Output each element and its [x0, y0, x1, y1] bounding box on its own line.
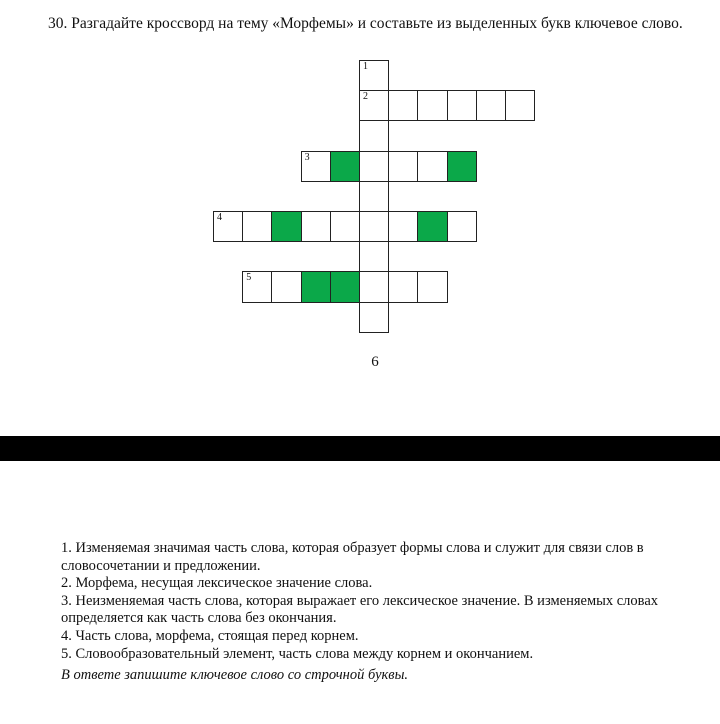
crossword-cell[interactable]: [359, 241, 389, 272]
crossword-cell[interactable]: [359, 151, 389, 182]
crossword-cell[interactable]: [242, 211, 272, 242]
cell-number: 4: [217, 212, 222, 223]
cell-number: 2: [363, 91, 368, 103]
crossword-cell[interactable]: [301, 211, 331, 242]
crossword-cell[interactable]: [476, 90, 506, 121]
crossword-cell[interactable]: [417, 151, 447, 182]
page-number: 6: [371, 354, 379, 370]
cell-number: 3: [304, 151, 310, 163]
crossword-cell[interactable]: [359, 60, 389, 91]
cell-number: 5: [246, 272, 252, 284]
crossword-cell[interactable]: [359, 90, 389, 121]
crossword-cell[interactable]: [417, 90, 447, 121]
clue-3: 3. Неизменяемая часть слова, которая выражает его лексическое значение. В изменяемых словах определяется как часть слова без окончания.: [61, 592, 658, 627]
crossword-cell[interactable]: [359, 120, 389, 151]
highlighted-cell[interactable]: [301, 271, 331, 302]
crossword-cell[interactable]: [388, 211, 418, 242]
crossword-cell[interactable]: [359, 271, 389, 302]
crossword-cell[interactable]: [271, 271, 301, 302]
crossword-cell[interactable]: [447, 90, 477, 121]
highlighted-cell[interactable]: [417, 211, 447, 242]
crossword-cell[interactable]: [359, 211, 389, 242]
answer-instruction: В ответе запишите ключевое слово со строчной буквы.: [61, 667, 409, 683]
crossword-cell[interactable]: [417, 271, 447, 302]
cell-number: 1: [363, 61, 368, 72]
crossword-cell[interactable]: [213, 211, 243, 242]
crossword-cell[interactable]: [242, 271, 272, 302]
crossword-cell[interactable]: [388, 271, 418, 302]
highlighted-cell[interactable]: [330, 271, 360, 302]
crossword-cell[interactable]: [330, 211, 360, 242]
crossword-cell[interactable]: [301, 151, 331, 182]
crossword-cell[interactable]: [447, 211, 477, 242]
black-divider-bar: [0, 436, 720, 461]
highlighted-cell[interactable]: [447, 151, 477, 182]
crossword-grid: [213, 60, 533, 334]
highlighted-cell[interactable]: [330, 151, 360, 182]
clue-4: 4. Часть слова, морфема, стоящая перед корнем.: [61, 627, 359, 644]
task-text: 30. Разгадайте кроссворд на тему «Морфемы» и составьте из выделенных букв ключевое слово.: [48, 15, 683, 32]
crossword-cell[interactable]: [359, 302, 389, 333]
clue-2: 2. Морфема, несущая лексическое значение слова.: [61, 575, 373, 592]
highlighted-cell[interactable]: [271, 211, 301, 242]
clues-list: [61, 540, 701, 663]
crossword-cell[interactable]: [505, 90, 535, 121]
crossword-cell[interactable]: [388, 151, 418, 182]
clue-1: 1. Изменяемая значимая часть слова, которая образует формы слова и служит для связи слов в словосочетании и предложении.: [61, 540, 644, 574]
crossword-cell[interactable]: [359, 181, 389, 212]
crossword-cell[interactable]: [388, 90, 418, 121]
clue-5: 5. Словообразовательный элемент, часть слова между корнем и окончанием.: [61, 645, 534, 662]
